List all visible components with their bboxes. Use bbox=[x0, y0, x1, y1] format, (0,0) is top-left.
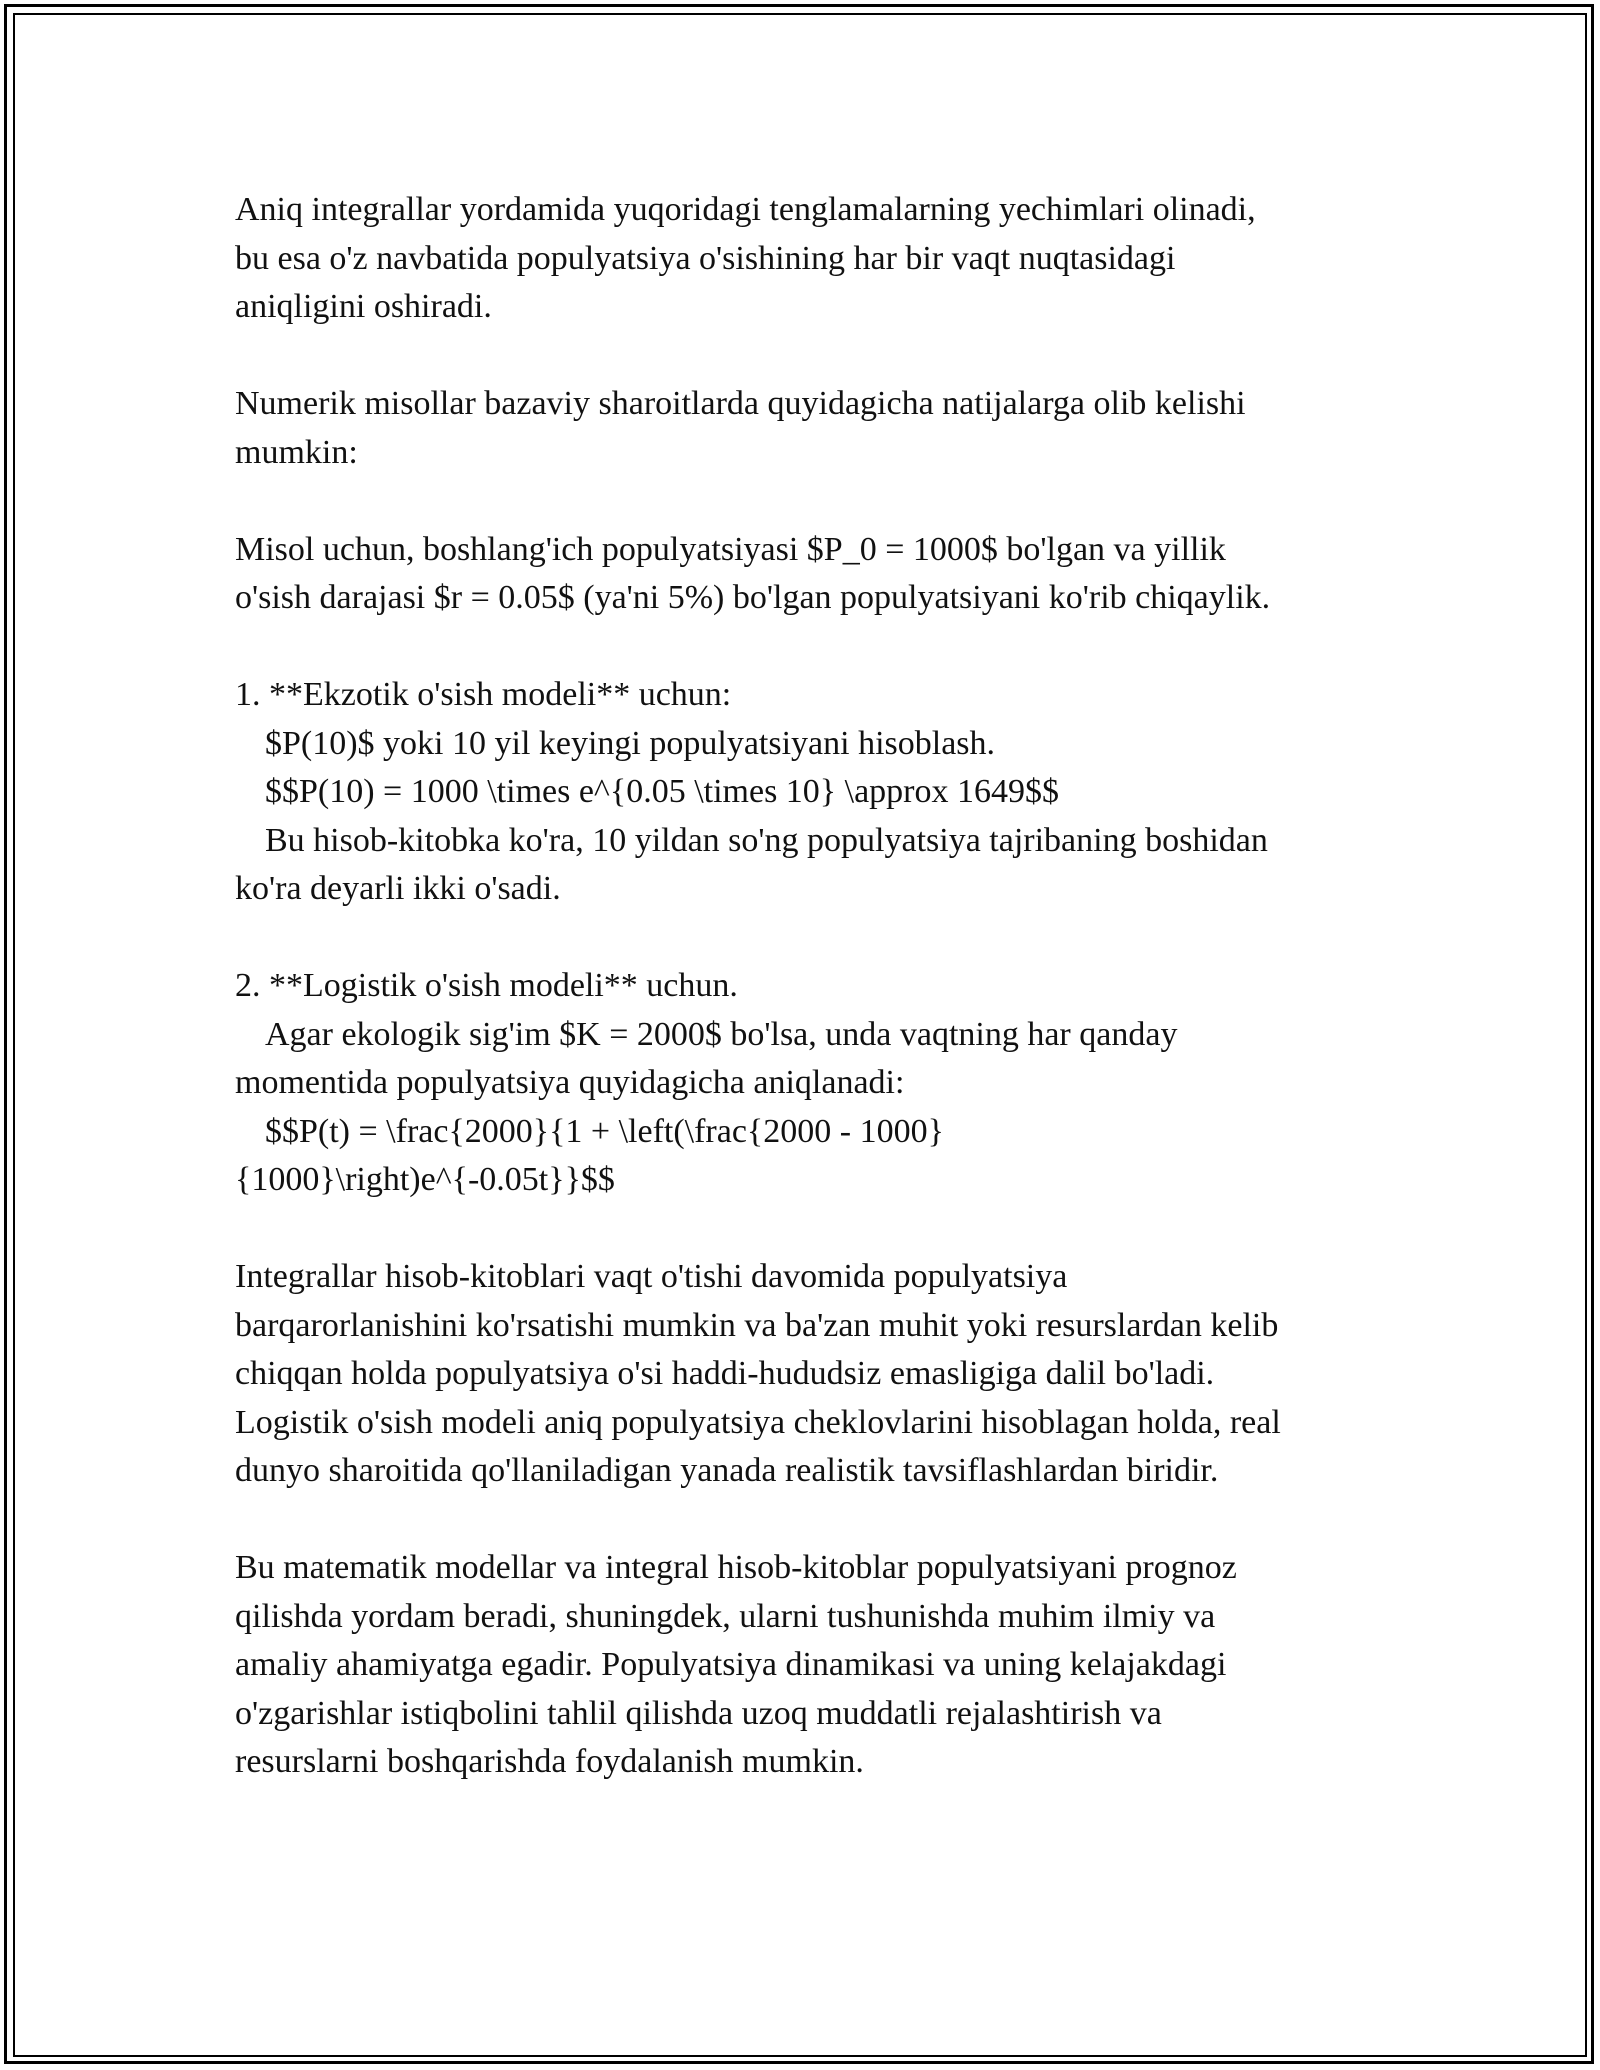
text-line: ko'ra deyarli ikki o'sadi. bbox=[235, 870, 561, 907]
document-body bbox=[235, 186, 1415, 1835]
paragraph-numeric-examples bbox=[235, 380, 1415, 477]
list-item-logistic-model bbox=[235, 962, 1415, 1205]
list-item-heading: 1. **Ekzotik o'sish modeli** uchun: bbox=[235, 676, 732, 713]
text-line: mumkin: bbox=[235, 433, 358, 471]
paragraph-example-setup bbox=[235, 526, 1415, 623]
text-line: qilishda yordam beradi, shuningdek, ularni tushunishda muhim ilmiy va bbox=[235, 1597, 1216, 1635]
text-line: Agar ekologik sig'im $K = 2000$ bo'lsa, unda vaqtning har qanday bbox=[265, 1015, 1178, 1053]
paragraph-integral-stability bbox=[235, 1253, 1415, 1496]
formula-line: $$P(t) = \frac{2000}{1 + \left(\frac{2000 - 1000} bbox=[265, 1112, 944, 1150]
formula-line: $$P(10) = 1000 \times e^{0.05 \times 10} \approx 1649$$ bbox=[265, 773, 1059, 810]
list-item-heading: 2. **Logistik o'sish modeli** uchun. bbox=[235, 967, 738, 1004]
text-line: Aniq integrallar yordamida yuqoridagi tenglamalarning yechimlari olinadi, bbox=[235, 191, 1256, 228]
text-line: Misol uchun, boshlang'ich populyatsiyasi $P_0 = 1000$ bo'lgan va yillik bbox=[235, 530, 1226, 568]
list-item-exponential-model bbox=[235, 671, 1415, 914]
text-line: o'sish darajasi $r = 0.05$ (ya'ni 5%) bo'lgan populyatsiyani ko'rib chiqaylik. bbox=[235, 579, 1271, 616]
text-line: Numerik misollar bazaviy sharoitlarda quyidagicha natijalarga olib kelishi bbox=[235, 385, 1246, 422]
paragraph-intro bbox=[235, 186, 1415, 332]
text-line: aniqligini oshiradi. bbox=[235, 288, 492, 325]
text-line: o'zgarishlar istiqbolini tahlil qilishda uzoq muddatli rejalashtirish va bbox=[235, 1694, 1162, 1732]
text-line: resurslarni boshqarishda foydalanish mumkin. bbox=[235, 1743, 864, 1780]
formula-line: {1000}\right)e^{-0.05t}}$$ bbox=[235, 1161, 615, 1198]
text-line: chiqqan holda populyatsiya o'si haddi-hududsiz emasligiga dalil bo'ladi. bbox=[235, 1355, 1215, 1392]
text-line: dunyo sharoitida qo'llaniladigan yanada realistik tavsiflashlardan biridir. bbox=[235, 1452, 1219, 1489]
text-line: amaliy ahamiyatga egadir. Populyatsiya dinamikasi va uning kelajakdagi bbox=[235, 1646, 1227, 1683]
text-line: Integrallar hisob-kitoblari vaqt o'tishi davomida populyatsiya bbox=[235, 1258, 1068, 1295]
text-line: Bu hisob-kitobka ko'ra, 10 yildan so'ng populyatsiya tajribaning boshidan bbox=[265, 821, 1268, 859]
text-line: Bu matematik modellar va integral hisob-kitoblar populyatsiyani prognoz bbox=[235, 1549, 1237, 1586]
text-line: bu esa o'z navbatida populyatsiya o'sishining har bir vaqt nuqtasidagi bbox=[235, 239, 1176, 277]
paragraph-conclusion bbox=[235, 1544, 1415, 1787]
text-line: barqarorlanishini ko'rsatishi mumkin va ba'zan muhit yoki resurslardan kelib bbox=[235, 1306, 1279, 1344]
text-line: Logistik o'sish modeli aniq populyatsiya cheklovlarini hisoblagan holda, real bbox=[235, 1403, 1281, 1441]
text-line: momentida populyatsiya quyidagicha aniqlanadi: bbox=[235, 1064, 905, 1101]
text-line: $P(10)$ yoki 10 yil keyingi populyatsiyani hisoblash. bbox=[265, 724, 996, 762]
